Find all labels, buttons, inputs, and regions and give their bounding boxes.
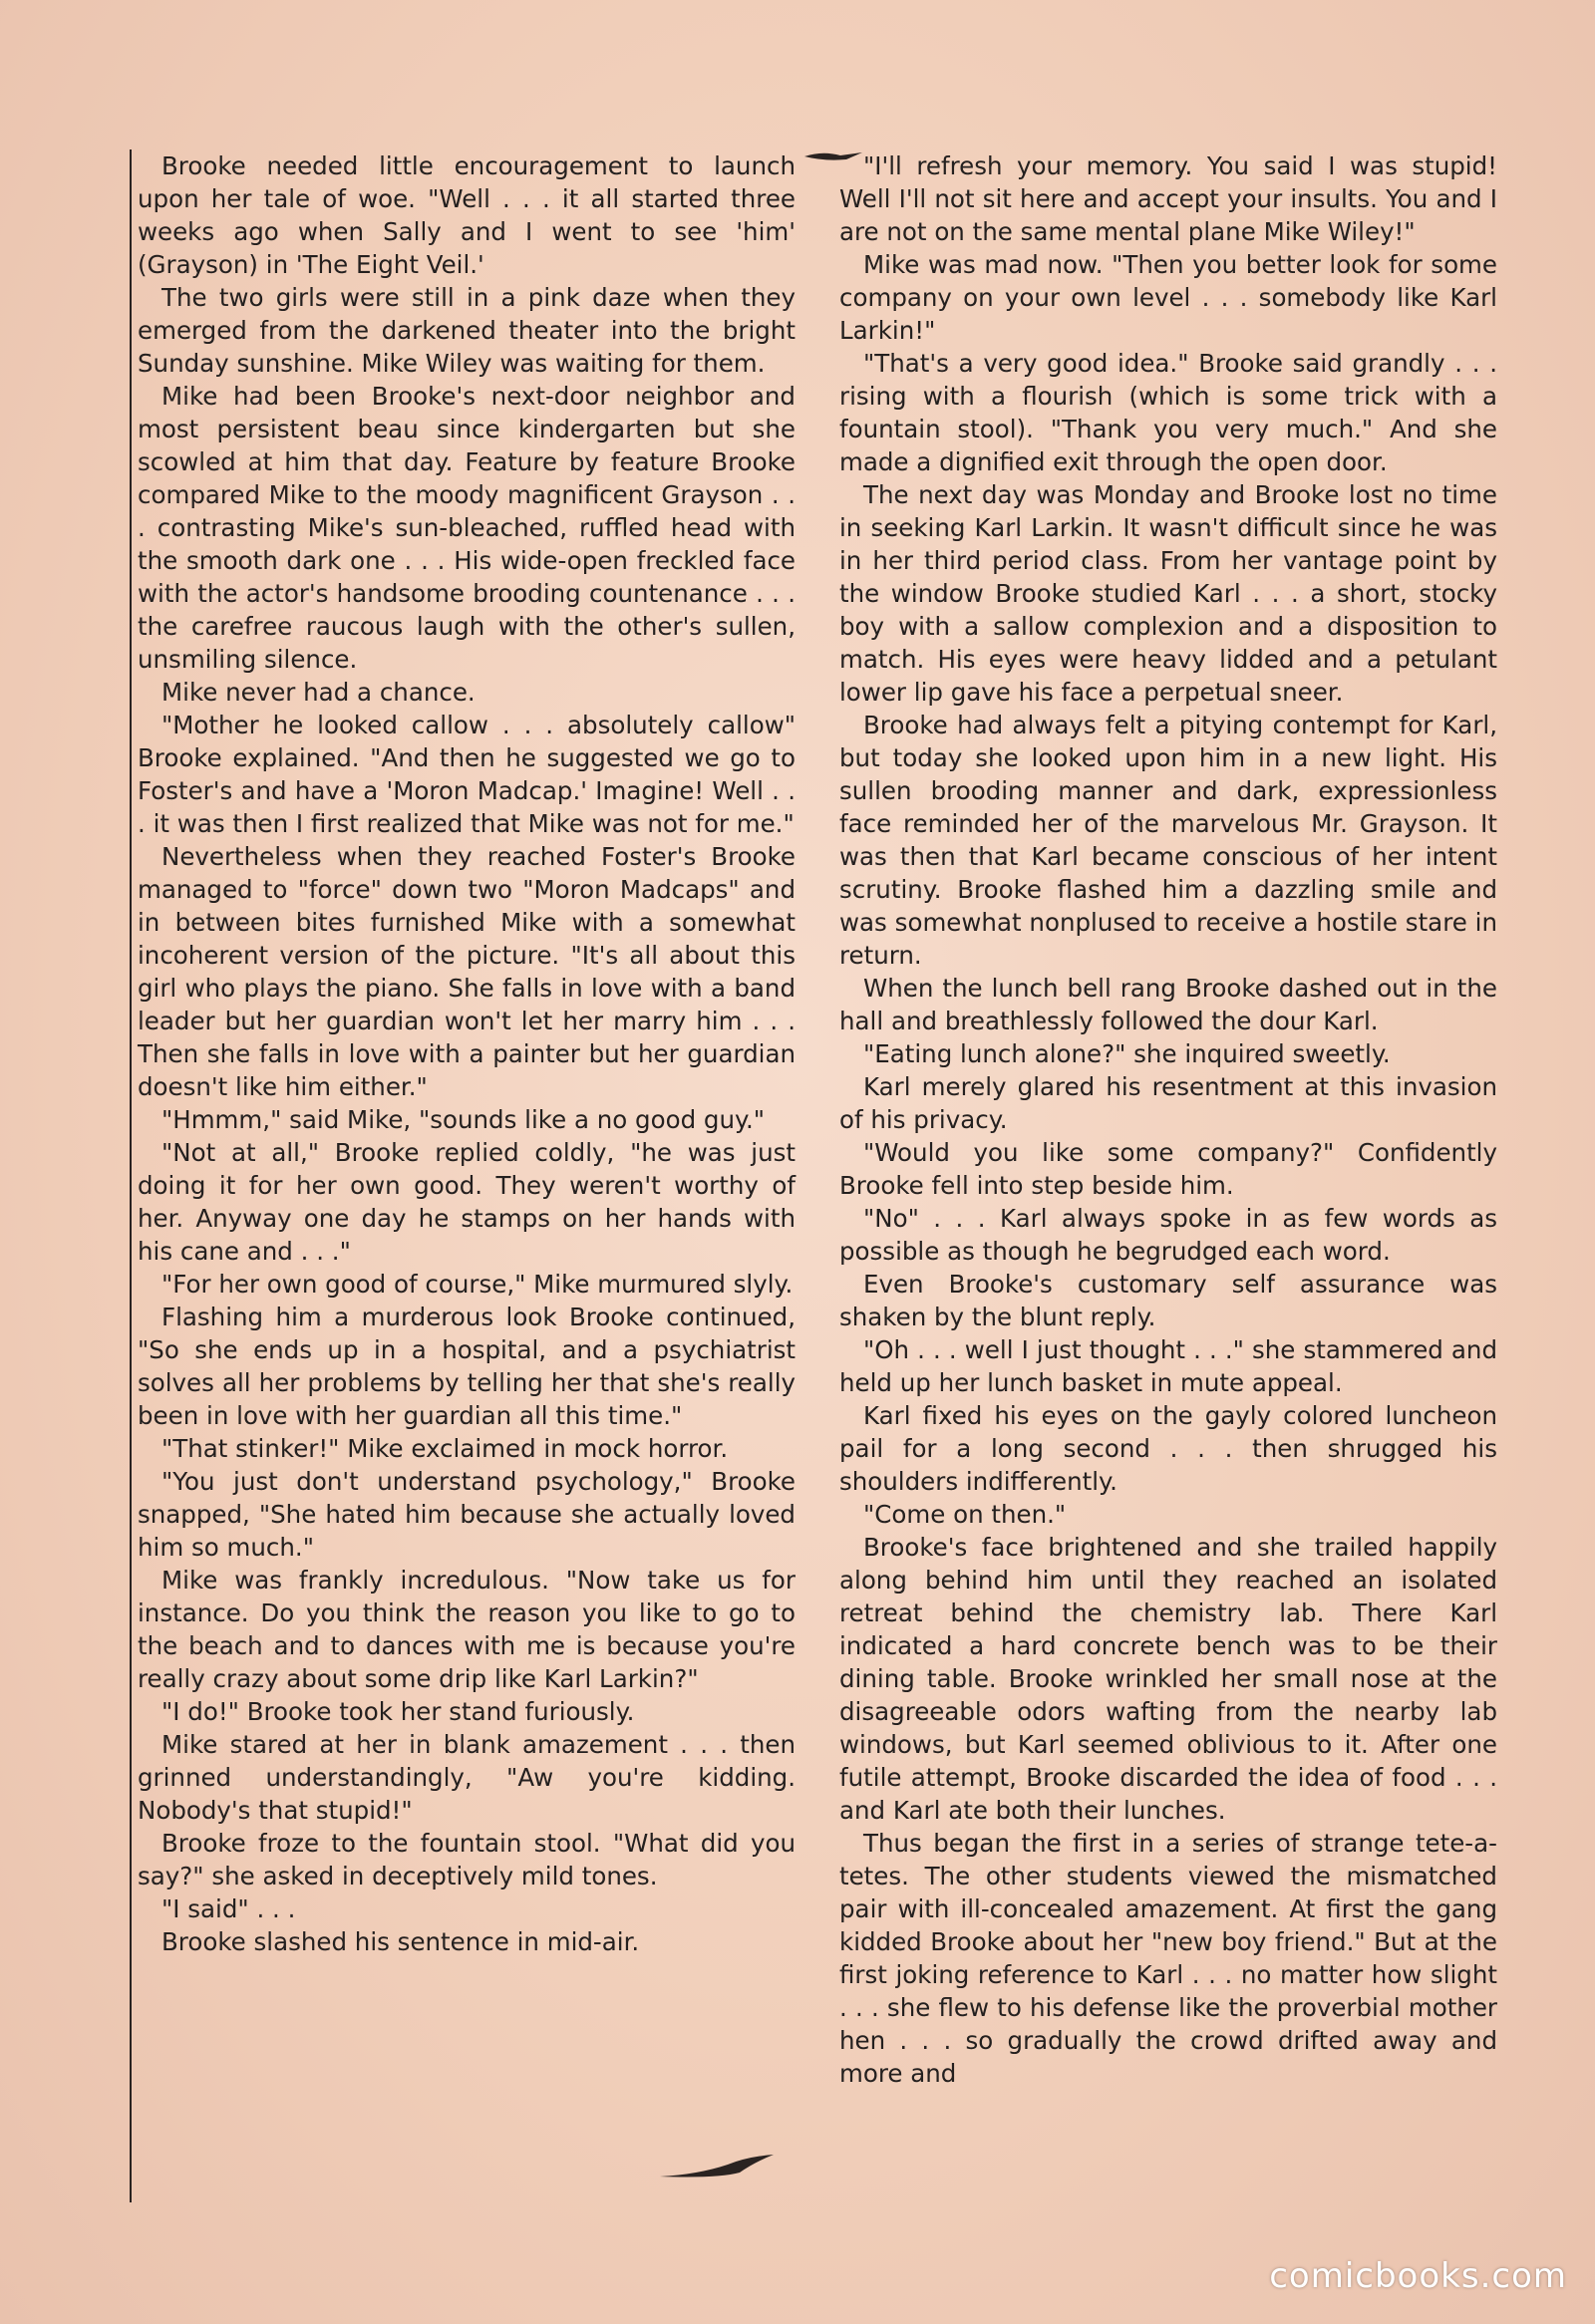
paragraph: Brooke's face brightened and she trailed happily along behind him until they reached an isolated retreat behind the chemistry lab. There Karl indicated a hard concrete bench was to be their dining table. Brooke wrinkled her small nose at the disagreeable odors wafting from the nearby lab windows, but Karl seemed oblivious to it. After one futile attempt, Brooke discarded the idea of food . . . and Karl ate both their lunches.: [839, 1533, 1497, 1825]
paragraph: "For her own good of course," Mike murmured slyly.: [161, 1270, 794, 1299]
paragraph: The two girls were still in a pink daze when they emerged from the darkened theater into the bright Sunday sunshine. Mike Wiley was waiting for them.: [138, 283, 796, 378]
paragraph: Karl merely glared his resentment at this invasion of his privacy.: [839, 1072, 1497, 1134]
paragraph: "That stinker!" Mike exclaimed in mock horror.: [161, 1434, 729, 1463]
paragraph: "I'll refresh your memory. You said I was stupid! Well I'll not sit here and accept your insults. You and I are not on the same mental plane Mike Wiley!": [839, 151, 1497, 246]
paragraph: Thus began the first in a series of strange tete-a-tetes. The other students viewed the mismatched pair with ill-concealed amazement. At first the gang kidded Brooke about her "new boy friend." But at the first joking reference to Karl . . . no matter how slight . . . she flew to his defense like the proverbial mother hen . . . so gradually the crowd drifted away and more and: [839, 1829, 1497, 2088]
paragraph: "Eating lunch alone?" she inquired sweetly.: [863, 1039, 1391, 1068]
paragraph: Even Brooke's customary self assurance was shaken by the blunt reply.: [839, 1270, 1497, 1331]
paragraph: Mike had been Brooke's next-door neighbor and most persistent beau since kindergarten but she scowled at him that day. Feature by feature Brooke compared Mike to the moody magnificent Grayson . . . contrasting Mike's sun-bleached, ruffled head with the smooth dark one . . . His wide-open freckled face with the actor's handsome brooding countenance . . . the carefree raucous laugh with the other's sullen, unsmiling silence.: [138, 382, 796, 674]
paragraph: Mike was mad now. "Then you better look for some company on your own level . . . somebody like Karl Larkin!": [839, 250, 1497, 345]
paragraph: "That's a very good idea." Brooke said grandly . . . rising with a flourish (which is some trick with a fountain stool). "Thank you very much." And she made a dignified exit through the open door.: [839, 349, 1497, 476]
paragraph: "Hmmm," said Mike, "sounds like a no good guy.": [161, 1105, 766, 1134]
ornament-bottom-flourish: [658, 2153, 778, 2180]
paragraph: "I said" . . .: [161, 1894, 296, 1923]
paragraph: Brooke needed little encouragement to launch upon her tale of woe. "Well . . . it all started three weeks ago when Sally and I went to see 'him' (Grayson) in 'The Eight Veil.': [138, 151, 796, 279]
right-text-column: [839, 149, 1497, 2202]
paragraph: When the lunch bell rang Brooke dashed out in the hall and breathlessly followed the dour Karl.: [839, 974, 1497, 1035]
paragraph: Brooke had always felt a pitying contempt for Karl, but today she looked upon him in a new light. His sullen brooding manner and dark, expressionless face reminded her of the marvelous Mr. Grayson. It was then that Karl became conscious of her intent scrutiny. Brooke flashed him a dazzling smile and was somewhat nonplused to receive a hostile stare in return.: [839, 711, 1497, 970]
paragraph: Mike was frankly incredulous. "Now take us for instance. Do you think the reason you like to go to the beach and to dances with me is because you're really crazy about some drip like Karl Larkin?": [138, 1566, 796, 1693]
paragraph: "Would you like some company?" Confidently Brooke fell into step beside him.: [839, 1138, 1497, 1200]
paragraph: The next day was Monday and Brooke lost no time in seeking Karl Larkin. It wasn't difficult since he was in her third period class. From her vantage point by the window Brooke studied Karl . . . a short, stocky boy with a sallow complexion and a disposition to match. His eyes were heavy lidded and a petulant lower lip gave his face a perpetual sneer.: [839, 480, 1497, 707]
paragraph: "Mother he looked callow . . . absolutely callow" Brooke explained. "And then he suggested we go to Foster's and have a 'Moron Madcap.' Imagine! Well . . . it was then I first realized that Mike was not for me.": [138, 711, 796, 838]
paragraph: "Come on then.": [863, 1500, 1067, 1529]
paragraph: "No" . . . Karl always spoke in as few words as possible as though he begrudged each word.: [839, 1204, 1497, 1266]
paragraph: Nevertheless when they reached Foster's Brooke managed to "force" down two "Moron Madcaps" and in between bites furnished Mike with a somewhat incoherent version of the picture. "It's all about this girl who plays the piano. She falls in love with a band leader but her guardian won't let her marry him . . . Then she falls in love with a painter but her guardian doesn't like him either.": [138, 842, 796, 1101]
paragraph: Mike stared at her in blank amazement . . . then grinned understandingly, "Aw you're kidding. Nobody's that stupid!": [138, 1730, 796, 1825]
paragraph: Mike never had a chance.: [161, 678, 476, 707]
paragraph: Flashing him a murderous look Brooke continued, "So she ends up in a hospital, and a psychiatrist solves all her problems by telling her that she's really been in love with her guardian all this time.": [138, 1303, 796, 1430]
paragraph: Brooke froze to the fountain stool. "What did you say?" she asked in deceptively mild tones.: [138, 1829, 796, 1890]
paragraph: Karl fixed his eyes on the gayly colored luncheon pail for a long second . . . then shrugged his shoulders indifferently.: [839, 1401, 1497, 1496]
paragraph: "You just don't understand psychology," Brooke snapped, "She hated him because she actually loved him so much.": [138, 1467, 796, 1562]
paragraph: Brooke slashed his sentence in mid-air.: [161, 1927, 640, 1956]
site-watermark: comicbooks.com: [1269, 2256, 1567, 2296]
paragraph: "I do!" Brooke took her stand furiously.: [161, 1697, 635, 1726]
left-text-column: [130, 149, 796, 2202]
paragraph: "Oh . . . well I just thought . . ." she stammered and held up her lunch basket in mute appeal.: [839, 1335, 1497, 1397]
paragraph: "Not at all," Brooke replied coldly, "he was just doing it for her own good. They weren't worthy of her. Anyway one day he stamps on her hands with his cane and . . .": [138, 1138, 796, 1266]
